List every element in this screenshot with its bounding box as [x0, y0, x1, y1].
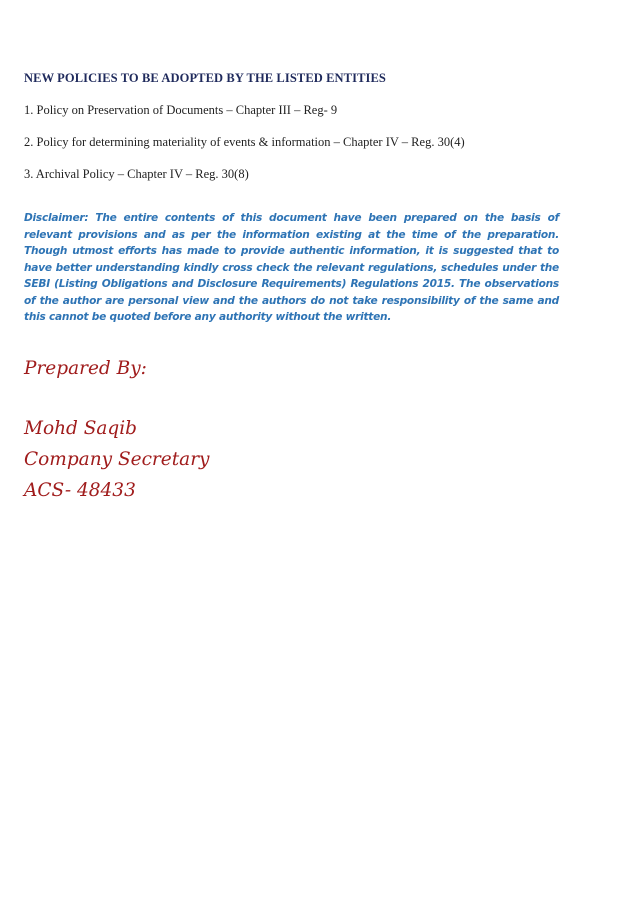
- author-name: Mohd Saqib: [24, 418, 138, 439]
- disclaimer-paragraph: Disclaimer: The entire contents of this document have been prepared on the basis of relevant provisions and as per the information existing at the time of the preparation. Though utmost efforts has made to provide authentic information, it is suggested that to have better understanding kindly cross check the relevant regulations, schedules under the SEBI (Listing Obligations and Disclosure Requirements) Regulations 2015. The observations of the author are personal view and the authors do not take responsibility of the same and this cannot be quoted before any authority without the written.: [24, 212, 559, 323]
- policy-item: 2. Policy for determining materiality of events & information – Chapter IV – Reg. 30(4): [24, 135, 465, 149]
- document-heading: NEW POLICIES TO BE ADOPTED BY THE LISTED ENTITIES: [24, 71, 386, 85]
- author-role: Company Secretary: [24, 449, 210, 470]
- prepared-by-label: Prepared By:: [24, 358, 147, 379]
- policy-item: 3. Archival Policy – Chapter IV – Reg. 30(8): [24, 167, 249, 181]
- policy-item: 1. Policy on Preservation of Documents – Chapter III – Reg- 9: [24, 103, 338, 117]
- author-membership-number: ACS- 48433: [24, 480, 136, 501]
